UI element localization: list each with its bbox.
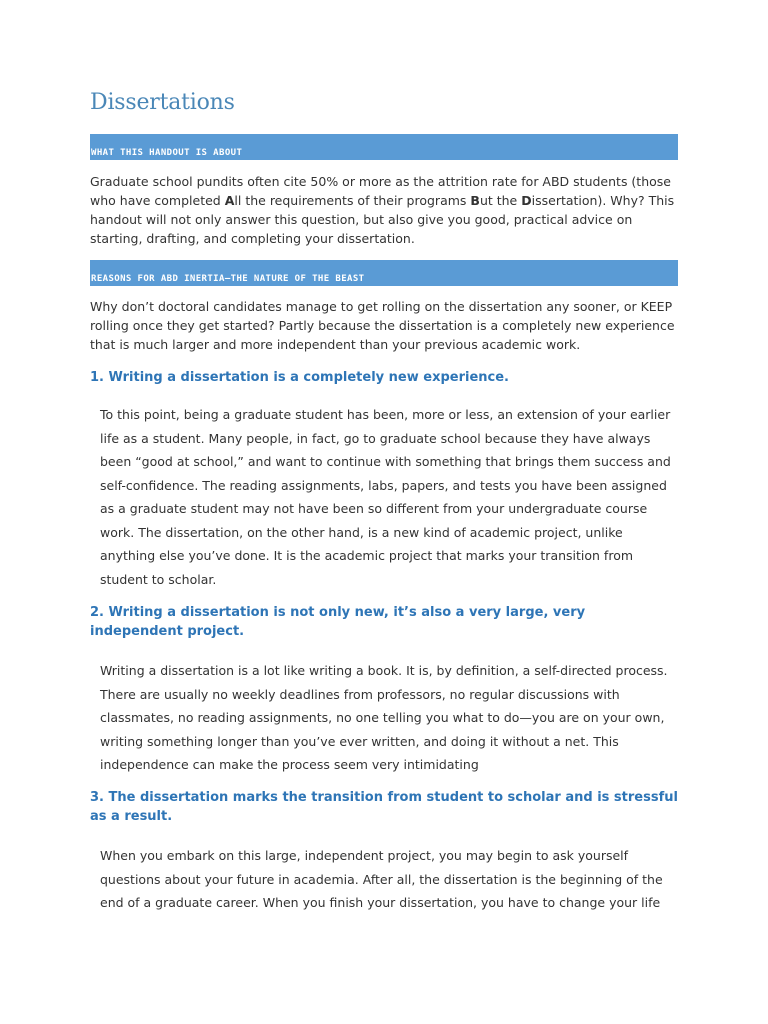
point-body-2: Writing a dissertation is a lot like writing a book. It is, by definition, a self-directed process. There are usually no weekly deadlines from professors, no regular discussions with classmates, no reading assignments, no one telling you what to do—you are on your own, writing something longer than you’ve ever written, and doing it without a net. This independence can make the process seem very intimidating	[100, 663, 668, 772]
point-heading-3: 3. The dissertation marks the transition from student to scholar and is stressful as a result.	[90, 790, 678, 824]
reasons-paragraph: Why don’t doctoral candidates manage to get rolling on the dissertation any sooner, or KEEP rolling once they get started? Partly because the dissertation is a completely new experience that is much larger and more independent than your previous academic work.	[90, 299, 675, 352]
section-header-reasons	[90, 260, 678, 286]
emphasis-letter-d: D	[521, 193, 532, 208]
emphasis-letter-a: A	[224, 193, 235, 208]
emphasis-letter-b: B	[470, 193, 480, 208]
point-heading-1: 1. Writing a dissertation is a completely new experience.	[90, 370, 509, 385]
point-body-1: To this point, being a graduate student has been, more or less, an extension of your earlier life as a student. Many people, in fact, go to graduate school because they have always been “good at school,” and want to continue with something that brings them success and self-confidence. The reading assignments, labs, papers, and tests you have been assigned as a graduate student may not have been so different from your undergraduate course work. The dissertation, on the other hand, is a new kind of academic project, unlike anything else you’ve done. It is the academic project that marks your transition from student to scholar.	[100, 407, 671, 587]
section-header-about	[90, 134, 678, 160]
point-body-3: When you embark on this large, independent project, you may begin to ask yourself questions about your future in academia. After all, the dissertation is the beginning of the end of a graduate career. When you finish your dissertation, you have to change your life	[100, 848, 663, 910]
intro-paragraph: Graduate school pundits often cite 50% or more as the attrition rate for ABD students (those who have completed All the requirements of their programs But the Dissertation). Why? This handout will not only answer this question, but also give you good, practical advice on starting, drafting, and completing your dissertation.	[90, 174, 675, 246]
point-heading-2: 2. Writing a dissertation is not only new, it’s also a very large, very independent project.	[90, 605, 586, 639]
section-header-label: REASONS FOR ABD INERTIA—THE NATURE OF THE BEAST	[91, 274, 365, 284]
section-header-label: WHAT THIS HANDOUT IS ABOUT	[91, 148, 243, 158]
document-title: Dissertations	[90, 90, 235, 115]
